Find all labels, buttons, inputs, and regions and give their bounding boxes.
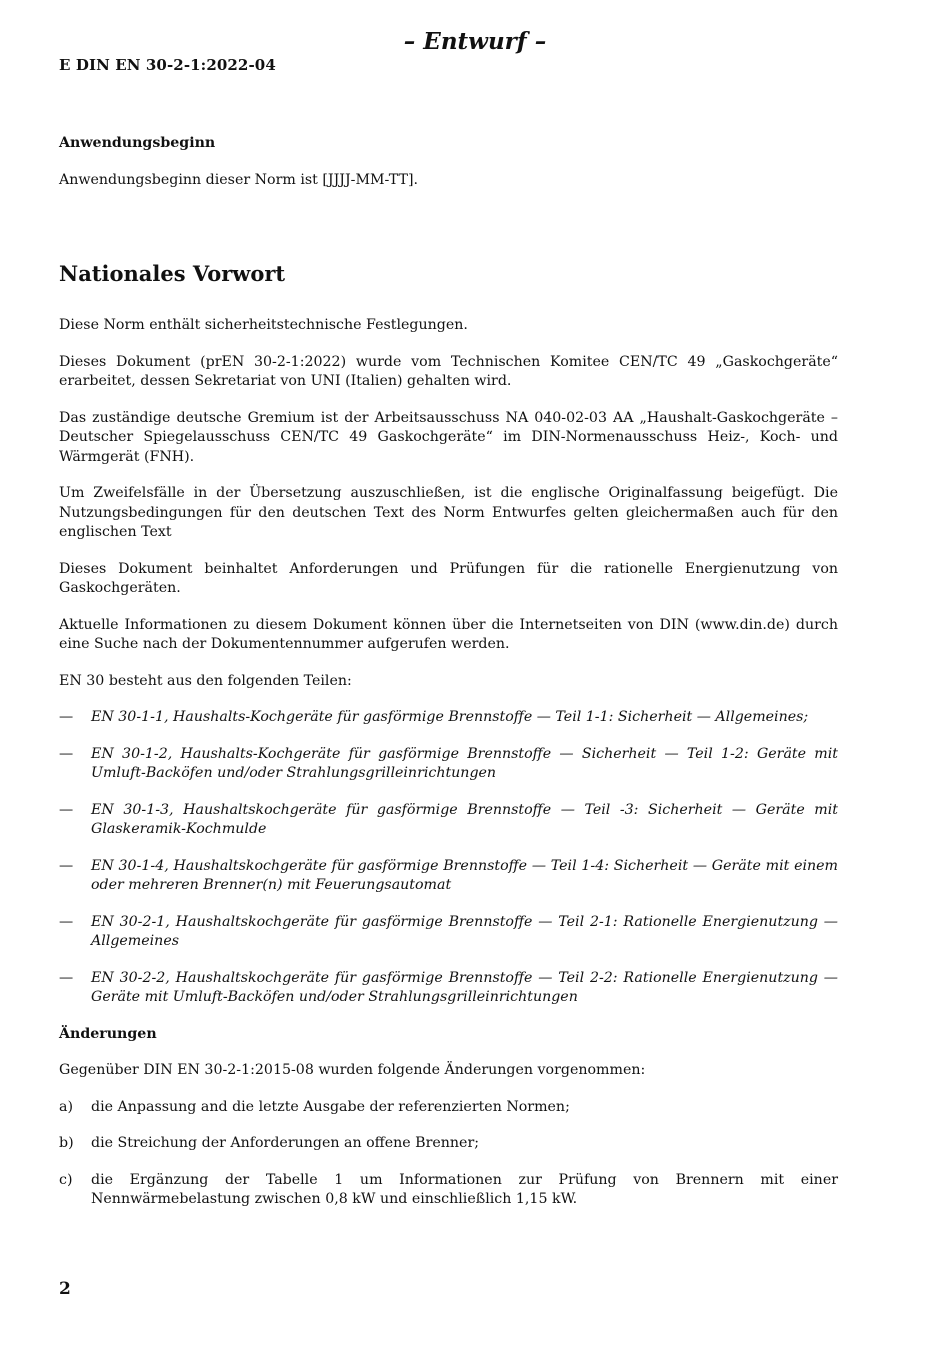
list-item: [59, 857, 838, 896]
foreword-paragraph: EN 30 besteht aus den folgenden Teilen:: [59, 672, 352, 689]
list-item: [59, 801, 838, 840]
foreword-paragraph: Diese Norm enthält sicherheitstechnische Festlegungen.: [59, 317, 468, 333]
foreword-heading: Nationales Vorwort: [59, 261, 286, 286]
list-item: [59, 913, 838, 952]
list-dash: —: [59, 913, 74, 930]
foreword-paragraph: Aktuelle Informationen zu diesem Dokument können über die Internetseiten von DIN (www.din.de) durch eine Suche nach der Dokumentennummer aufgerufen werden.: [59, 616, 838, 652]
list-label: c): [59, 1171, 73, 1188]
list-item-text: EN 30-1-4, Haushaltskochgeräte für gasförmige Brennstoffe — Teil 1-4: Sicherheit — Geräte mit einem oder mehreren Brenner(n) mit Feuerungsautomat: [91, 857, 838, 893]
list-dash: —: [59, 801, 74, 818]
list-item: [59, 969, 838, 1008]
start-text: Anwendungsbeginn dieser Norm ist [JJJJ-MM-TT].: [59, 171, 419, 188]
changes-heading: Änderungen: [59, 1025, 157, 1042]
list-item-text: EN 30-1-1, Haushalts-Kochgeräte für gasförmige Brennstoffe — Teil 1-1: Sicherheit — Allgemeines;: [91, 709, 809, 725]
list-item-text: die Streichung der Anforderungen an offene Brenner;: [91, 1135, 480, 1151]
page-content: [59, 134, 838, 1227]
list-item: [59, 1171, 838, 1210]
draft-watermark: – Entwurf –: [403, 28, 547, 55]
list-item: [59, 745, 838, 784]
list-item-text: die Ergänzung der Tabelle 1 um Informationen zur Prüfung von Brennern mit einer Nennwärmebelastung zwischen 0,8 kW und einschließlich 1,15 kW.: [91, 1171, 838, 1207]
changes-intro: Gegenüber DIN EN 30-2-1:2015-08 wurden folgende Änderungen vorgenommen:: [59, 1062, 646, 1078]
foreword-paragraph: Um Zweifelsfälle in der Übersetzung auszuschließen, ist die englische Originalfassung beigefügt. Die Nutzungsbedingungen für den deutschen Text des Norm Entwurfes gelten gleichermaßen auch für den englischen Text: [59, 485, 838, 540]
foreword-paragraph: Das zuständige deutsche Gremium ist der Arbeitsausschuss NA 040-02-03 AA „Haushalt-Gaskochgeräte – Deutscher Spiegelausschuss CEN/TC 49 Gaskochgeräte“ im DIN-Normenausschuss Heiz-, Koch- und Wärmgerät (FNH).: [59, 409, 838, 465]
list-item: [59, 1098, 838, 1118]
list-item-text: EN 30-2-1, Haushaltskochgeräte für gasförmige Brennstoffe — Teil 2-1: Rationelle Energienutzung — Allgemeines: [91, 913, 838, 949]
list-item-text: EN 30-1-2, Haushalts-Kochgeräte für gasförmige Brennstoffe — Sicherheit — Teil 1-2: Geräte mit Umluft-Backöfen und/oder Strahlungsgrilleinrichtungen: [91, 745, 838, 781]
list-dash: —: [59, 745, 74, 762]
list-item-text: die Anpassung and die letzte Ausgabe der referenzierten Normen;: [91, 1098, 570, 1115]
list-dash: —: [59, 857, 74, 874]
page-number: 2: [59, 1279, 71, 1299]
parts-list: [59, 708, 838, 1008]
list-dash: —: [59, 709, 74, 725]
list-item: [59, 1134, 838, 1154]
changes-list: [59, 1098, 838, 1210]
list-item: [59, 708, 838, 728]
list-item-text: EN 30-1-3, Haushaltskochgeräte für gasförmige Brennstoffe — Teil -3: Sicherheit — Geräte mit Glaskeramik-Kochmulde: [91, 801, 838, 837]
start-heading: Anwendungsbeginn: [59, 135, 216, 151]
foreword-paragraph: Dieses Dokument beinhaltet Anforderungen und Prüfungen für die rationelle Energienutzung von Gaskochgeräten.: [59, 560, 838, 596]
foreword-paragraph: Dieses Dokument (prEN 30-2-1:2022) wurde vom Technischen Komitee CEN/TC 49 „Gaskochgeräte“ erarbeitet, dessen Sekretariat von UNI (Italien) gehalten wird.: [59, 353, 838, 389]
list-item-text: EN 30-2-2, Haushaltskochgeräte für gasförmige Brennstoffe — Teil 2-2: Rationelle Energienutzung — Geräte mit Umluft-Backöfen und/oder Strahlungsgrilleinrichtungen: [91, 969, 838, 1005]
document-id: E DIN EN 30-2-1:2022-04: [59, 56, 276, 74]
list-dash: —: [59, 969, 74, 986]
list-label: b): [59, 1135, 74, 1151]
list-label: a): [59, 1098, 73, 1115]
